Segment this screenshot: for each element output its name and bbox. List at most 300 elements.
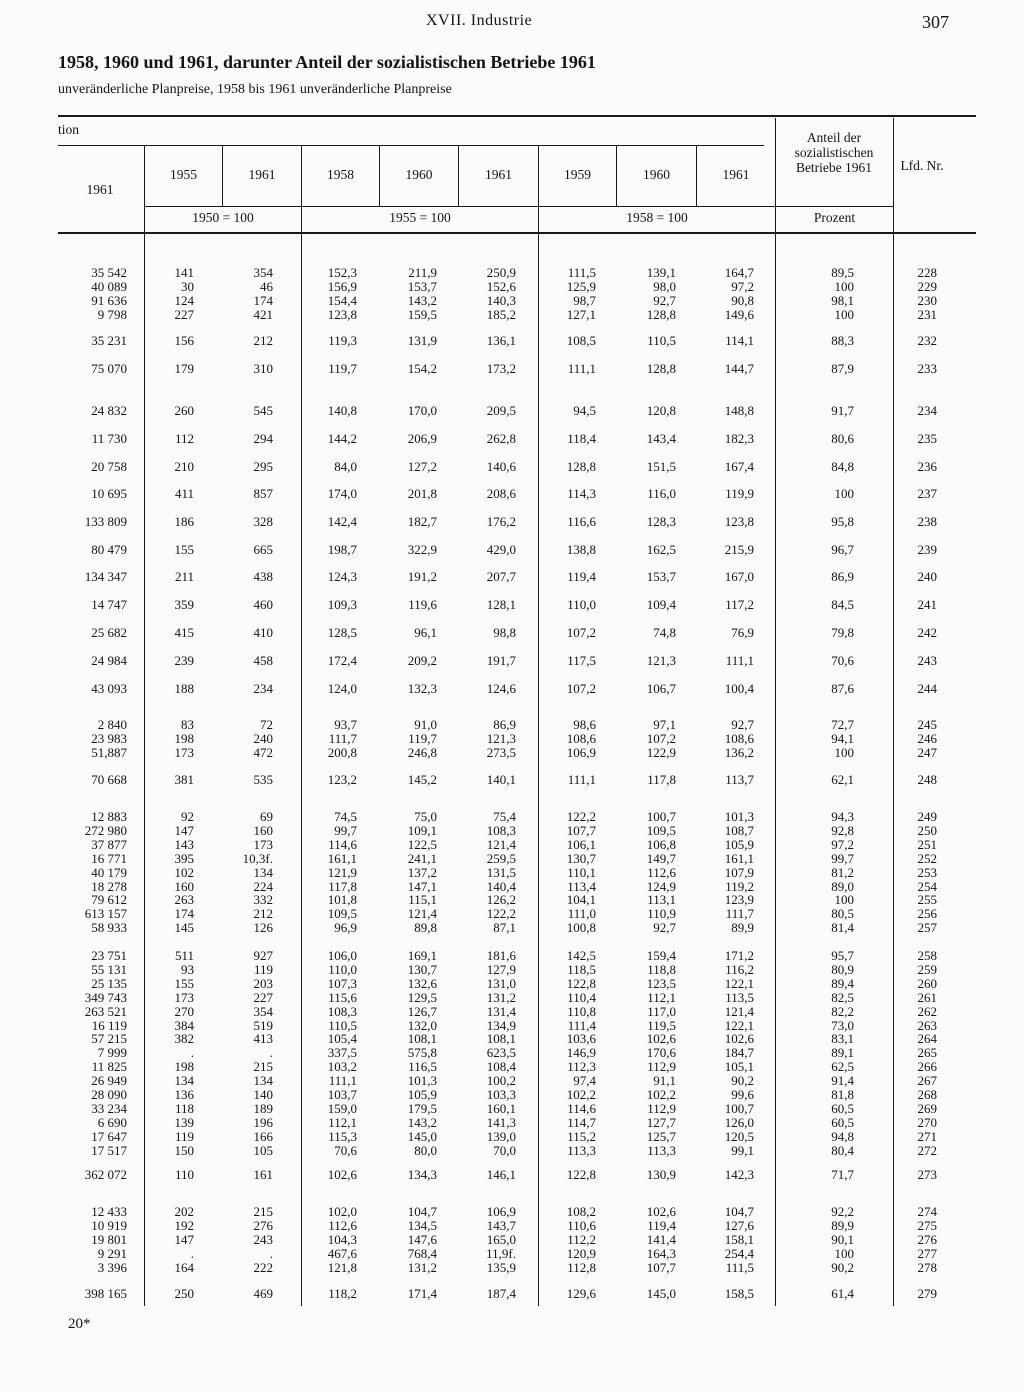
index-1960: 141,4 [646,1231,676,1247]
index-1955: 155 [174,975,194,991]
index-1961: 101,3 [724,809,754,824]
anteil-percent: 100 [834,278,854,294]
index-1960: 162,5 [646,542,676,557]
index-1961: 126 [253,920,273,936]
index-1960: 89,8 [414,920,437,936]
value-1961: 16 119 [91,1017,127,1033]
row-number: 245 [917,717,937,732]
index-1958: 103,7 [327,1087,357,1102]
index-1961: 127,6 [724,1217,754,1233]
index-1955: 198 [174,730,194,746]
index-1959: 108,6 [566,730,596,746]
index-1958: 161,1 [327,850,357,866]
index-1961: 123,8 [724,514,754,529]
index-1958: 152,3 [327,265,357,280]
index-1960: 182,7 [407,514,437,529]
index-1960: 143,2 [407,292,437,308]
value-1961: 80 479 [91,542,127,557]
index-1955: 188 [174,681,194,696]
row-number: 265 [917,1045,937,1061]
index-1960: 74,8 [653,625,676,640]
index-1959: 114,7 [567,1114,596,1130]
index-1961: 203 [253,975,273,991]
index-1961: 927 [253,948,273,963]
index-1961: 857 [253,486,273,501]
value-1961: 70 668 [91,772,127,787]
anteil-percent: 62,1 [831,772,854,787]
index-1955: 202 [174,1204,194,1219]
index-1960: 134,3 [407,1167,437,1182]
index-1961: 120,5 [724,1128,754,1144]
index-1960: 102,6 [646,1204,676,1219]
anteil-percent: 81,2 [831,864,854,880]
value-1961: 43 093 [91,681,127,696]
index-1960: 102,6 [646,1031,676,1047]
index-1959: 122,8 [566,975,596,991]
index-1961: 166 [253,1128,273,1144]
value-1961: 75 070 [91,361,127,376]
index-1959: 111,4 [567,1017,596,1033]
index-1955: 382 [174,1031,194,1047]
row-number: 242 [917,625,937,640]
index-1955: 93 [181,961,194,977]
index-1958: 119,7 [328,361,357,376]
index-1959: 111,1 [567,772,596,787]
index-1958: 128,5 [327,625,357,640]
index-1960: 116,0 [647,486,676,501]
row-number: 260 [917,975,937,991]
index-1961: 99,1 [731,1142,754,1158]
column-header: 1961 [248,167,276,182]
index-1958: 112,1 [328,1114,357,1130]
index-1960: 112,9 [647,1059,676,1075]
index-1960: 151,5 [646,459,676,474]
anteil-percent: 88,3 [831,333,854,348]
index-1959: 97,4 [573,1073,596,1089]
row-number: 272 [917,1142,937,1158]
index-base: 1955 = 100 [389,210,451,225]
index-1961: 310 [253,361,273,376]
index-1960: 116,5 [408,1059,437,1075]
index-1961: 134 [253,864,273,880]
anteil-percent: 89,1 [831,1045,854,1061]
value-1961: 12 433 [91,1204,127,1219]
index-1960: 143,4 [646,431,676,446]
index-1960: 106,7 [646,681,676,696]
index-1961: 121,4 [724,1003,754,1019]
row-number: 264 [917,1031,937,1047]
index-1960: 121,3 [646,653,676,668]
index-1960: 164,3 [646,1245,676,1261]
index-1955: 143 [174,836,194,852]
index-1960: 209,2 [407,653,437,668]
index-1961: 243 [253,1231,273,1247]
index-1959: 112,8 [567,1259,596,1275]
index-1958: 114,6 [328,836,357,852]
index-1955: 211 [174,569,194,584]
index-1955: 381 [174,772,194,787]
row-number: 233 [917,361,937,376]
value-1961: 11 730 [91,431,127,446]
index-1961: 89,9 [731,920,754,936]
value-1961: 134 347 [84,569,127,584]
index-1961: 131,2 [486,989,516,1005]
index-1959: 114,6 [567,1100,596,1116]
index-1961: 224 [253,878,273,894]
index-1961: 98,8 [493,625,516,640]
index-1960: 113,3 [647,1142,676,1158]
index-1958: 172,4 [327,653,357,668]
index-1961: 472 [253,744,273,760]
index-1958: 99,7 [334,822,357,838]
index-1960: 127,2 [407,459,437,474]
index-1955: 263 [174,892,194,908]
index-1961: 149,6 [724,306,754,322]
anteil-percent: 72,7 [831,717,854,732]
index-1958: 93,7 [334,717,357,732]
index-1961: 108,6 [724,730,754,746]
row-number: 273 [917,1167,937,1182]
value-1961: 23 751 [91,948,127,963]
index-1961: 86,9 [493,717,516,732]
index-1959: 110,8 [567,1003,596,1019]
index-1955: 141 [174,265,194,280]
index-1961: 332 [253,892,273,908]
index-1960: 124,9 [646,878,676,894]
index-1955: 160 [174,878,194,894]
value-1961: 55 131 [91,961,127,977]
row-number: 253 [917,864,937,880]
value-1961: 35 231 [91,333,127,348]
index-1960: 112,9 [647,1100,676,1116]
index-1959: 118,5 [567,961,596,977]
index-1961: 545 [253,403,273,418]
index-1961: 173 [253,836,273,852]
anteil-percent: 92,8 [831,822,854,838]
index-1959: 117,5 [567,653,596,668]
value-1961: 10 695 [91,486,127,501]
index-1961: 104,7 [724,1204,754,1219]
anteil-percent: 94,8 [831,1128,854,1144]
index-1955: 270 [174,1003,194,1019]
index-1960: 132,3 [407,681,437,696]
row-number: 249 [917,809,937,824]
index-1958: 105,4 [327,1031,357,1047]
index-1958: 70,6 [334,1142,357,1158]
table-title: 1958, 1960 und 1961, darunter Anteil der sozialistischen Betriebe 1961 [58,52,596,72]
index-1955: 145 [174,920,194,936]
index-1955: 134 [174,1073,194,1089]
index-1958: 108,3 [327,1003,357,1019]
index-1959: 110,0 [567,597,596,612]
index-1960: 104,7 [407,1204,437,1219]
index-1961: 108,7 [724,822,754,838]
index-1959: 108,2 [566,1204,596,1219]
row-number: 243 [917,653,937,668]
index-1961: 121,3 [486,730,516,746]
row-number: 274 [917,1204,937,1219]
anteil-percent: 98,1 [831,292,854,308]
value-1961: 10 919 [91,1217,127,1233]
index-1959: 108,5 [566,333,596,348]
index-1961: 90,8 [731,292,754,308]
value-1961: 398 165 [84,1286,127,1301]
value-1961: 28 090 [91,1087,127,1102]
index-1961: . [269,1045,273,1061]
index-1961: 196 [253,1114,273,1130]
column-header: 1961 [86,182,114,197]
anteil-percent: 94,3 [831,809,854,824]
index-1960: 130,9 [646,1167,676,1182]
index-1958: 112,6 [328,1217,357,1233]
index-1961: 140,1 [486,772,516,787]
row-number: 248 [917,772,937,787]
index-1961: 158,1 [724,1231,754,1247]
index-1961: 469 [253,1286,273,1301]
index-1961: 140 [253,1087,273,1102]
column-header: 1961 [485,167,512,182]
index-1960: 211,9 [408,265,437,280]
value-1961: 33 234 [91,1100,127,1116]
body-col-rule [538,234,539,1306]
index-1955: 174 [174,906,194,922]
value-1961: 9 291 [97,1245,127,1261]
row-number: 259 [917,961,937,977]
row-number: 231 [917,306,937,322]
value-1961: 17 517 [91,1142,127,1158]
index-1961: 438 [253,569,273,584]
index-1961: 113,7 [725,772,754,787]
index-1959: 110,1 [567,864,596,880]
index-1959: 98,6 [573,717,596,732]
row-number: 247 [917,744,937,760]
index-1960: 109,4 [646,597,676,612]
anteil-percent: 82,2 [831,1003,854,1019]
index-1959: 111,1 [567,361,596,376]
anteil-percent: 73,0 [831,1017,854,1033]
index-1955: 30 [181,278,194,294]
index-1960: 147,6 [407,1231,437,1247]
index-1955: 92 [181,809,194,824]
index-1958: 159,0 [327,1100,357,1116]
index-1955: 210 [174,459,194,474]
row-number: 235 [917,431,937,446]
index-1961: 11,9f. [486,1245,516,1261]
index-1960: 106,8 [646,836,676,852]
index-1958: 142,4 [327,514,357,529]
index-1959: 130,7 [566,850,596,866]
index-1961: 107,9 [724,864,754,880]
index-1961: 146,1 [486,1167,516,1182]
index-1961: 215 [253,1204,273,1219]
index-1958: 119,3 [328,333,357,348]
index-1961: 111,5 [725,1259,754,1275]
anteil-percent: 94,1 [831,730,854,746]
index-1958: 118,2 [328,1286,357,1301]
index-1961: 111,1 [725,653,754,668]
index-1960: 206,9 [407,431,437,446]
index-1958: 111,7 [328,730,357,746]
index-1960: 149,7 [646,850,676,866]
anteil-percent: 61,4 [831,1286,854,1301]
row-number: 230 [917,292,937,308]
index-1960: 119,7 [408,730,437,746]
index-1955: 192 [174,1217,194,1233]
index-1961: 161 [253,1167,273,1182]
row-number: 234 [917,403,937,418]
anteil-percent: 80,4 [831,1142,854,1158]
value-1961: 7 999 [97,1045,127,1061]
anteil-percent: 87,6 [831,681,854,696]
index-1960: 118,8 [647,961,676,977]
index-1961: 259,5 [486,850,516,866]
index-1959: 107,7 [566,822,596,838]
anteil-percent: 99,7 [831,850,854,866]
index-1958: 140,8 [327,403,357,418]
index-1960: 101,3 [407,1073,437,1089]
value-1961: 9 798 [97,306,127,322]
index-base: 1958 = 100 [626,210,688,225]
index-1955: 415 [174,625,194,640]
index-1961: 167,0 [724,569,754,584]
index-1959: 115,2 [567,1128,596,1144]
row-number: 267 [917,1073,937,1089]
index-1958: 121,8 [327,1259,357,1275]
index-1959: 116,6 [567,514,596,529]
col-rule [893,118,894,233]
anteil-percent: 80,6 [831,431,854,446]
value-1961: 24 984 [91,653,127,668]
index-1960: 145,0 [407,1128,437,1144]
index-1961: 131,0 [486,975,516,991]
index-1961: 131,4 [486,1003,516,1019]
index-1958: 124,3 [327,569,357,584]
index-1955: 110 [174,1167,194,1182]
table-subtitle: unveränderliche Planpreise, 1958 bis 1961 unveränderliche Planpreise [58,82,452,97]
value-1961: 20 758 [91,459,127,474]
index-1960: 170,6 [646,1045,676,1061]
anteil-percent: 70,6 [831,653,854,668]
index-1960: 108,1 [407,1031,437,1047]
index-1955: 239 [174,653,194,668]
index-1955: 359 [174,597,194,612]
value-1961: 6 690 [97,1114,127,1130]
index-1960: 97,1 [653,717,676,732]
index-1959: 118,4 [567,431,596,446]
index-1961: 458 [253,653,273,668]
index-1961: 187,4 [486,1286,516,1301]
index-1960: 129,5 [407,989,437,1005]
anteil-percent: 60,5 [831,1114,854,1130]
index-1955: 250 [174,1286,194,1301]
index-1955: 227 [174,306,194,322]
index-1955: 411 [174,486,194,501]
index-1961: 100,7 [724,1100,754,1116]
index-1955: 119 [174,1128,194,1144]
value-1961: 57 215 [91,1031,127,1047]
index-1955: 147 [174,1231,194,1247]
index-1961: 181,6 [486,948,516,963]
index-1961: 135,9 [486,1259,516,1275]
anteil-percent: 60,5 [831,1100,854,1116]
value-1961: 272 980 [84,822,127,838]
index-1958: 103,2 [327,1059,357,1075]
index-1961: 413 [253,1031,273,1047]
value-1961: 25 682 [91,625,127,640]
index-1961: 173,2 [486,361,516,376]
value-1961: 2 840 [97,717,127,732]
value-1961: 11 825 [91,1059,127,1075]
index-1961: 273,5 [486,744,516,760]
index-1960: 130,7 [407,961,437,977]
index-1961: 122,1 [724,975,754,991]
index-1960: 92,7 [653,920,676,936]
index-1955: 198 [174,1059,194,1075]
index-1961: 215,9 [724,542,754,557]
index-1958: 156,9 [327,278,357,294]
index-1961: 106,9 [486,1204,516,1219]
index-1959: 119,4 [567,569,596,584]
index-1958: 121,9 [327,864,357,880]
index-1958: 109,3 [327,597,357,612]
index-1960: 128,8 [646,306,676,322]
index-1958: 123,2 [327,772,357,787]
index-1958: 110,0 [328,961,357,977]
index-1960: 75,0 [414,809,437,824]
index-1961: 87,1 [493,920,516,936]
index-1955: 260 [174,403,194,418]
index-1955: 136 [174,1087,194,1102]
index-1961: 113,5 [725,989,754,1005]
row-number: 278 [917,1259,937,1275]
index-1959: 113,3 [567,1142,596,1158]
index-1961: 254,4 [724,1245,754,1261]
index-1961: 160,1 [486,1100,516,1116]
body-col-rule [775,234,776,1306]
index-1961: 103,3 [486,1087,516,1102]
anteil-percent: 100 [834,892,854,908]
index-1960: 126,7 [407,1003,437,1019]
index-1960: 119,5 [647,1017,676,1033]
index-1955: 173 [174,989,194,1005]
index-1961: 164,7 [724,265,754,280]
index-1961: 69 [260,809,273,824]
index-1961: 119,9 [725,486,754,501]
row-number: 238 [917,514,937,529]
anteil-percent: 84,5 [831,597,854,612]
column-header: 1960 [405,167,433,182]
column-header: 1959 [564,167,591,182]
index-1961: 140,3 [486,292,516,308]
index-1960: 143,2 [407,1114,437,1130]
body-col-rule [301,234,302,1306]
index-1961: 92,7 [731,717,754,732]
index-1960: 91,0 [414,717,437,732]
index-1959: 138,8 [566,542,596,557]
column-header: 1955 [170,167,197,182]
index-1955: . [190,1245,194,1261]
row-number: 279 [917,1286,937,1301]
row-number: 241 [917,597,937,612]
index-1961: 108,3 [486,822,516,838]
index-1958: 101,8 [327,892,357,908]
anteil-percent: 97,2 [831,836,854,852]
index-1958: 115,6 [328,989,357,1005]
row-number: 275 [917,1217,937,1233]
index-1960: 115,1 [408,892,437,908]
index-1960: 575,8 [407,1045,437,1061]
value-1961: 3 396 [97,1259,127,1275]
